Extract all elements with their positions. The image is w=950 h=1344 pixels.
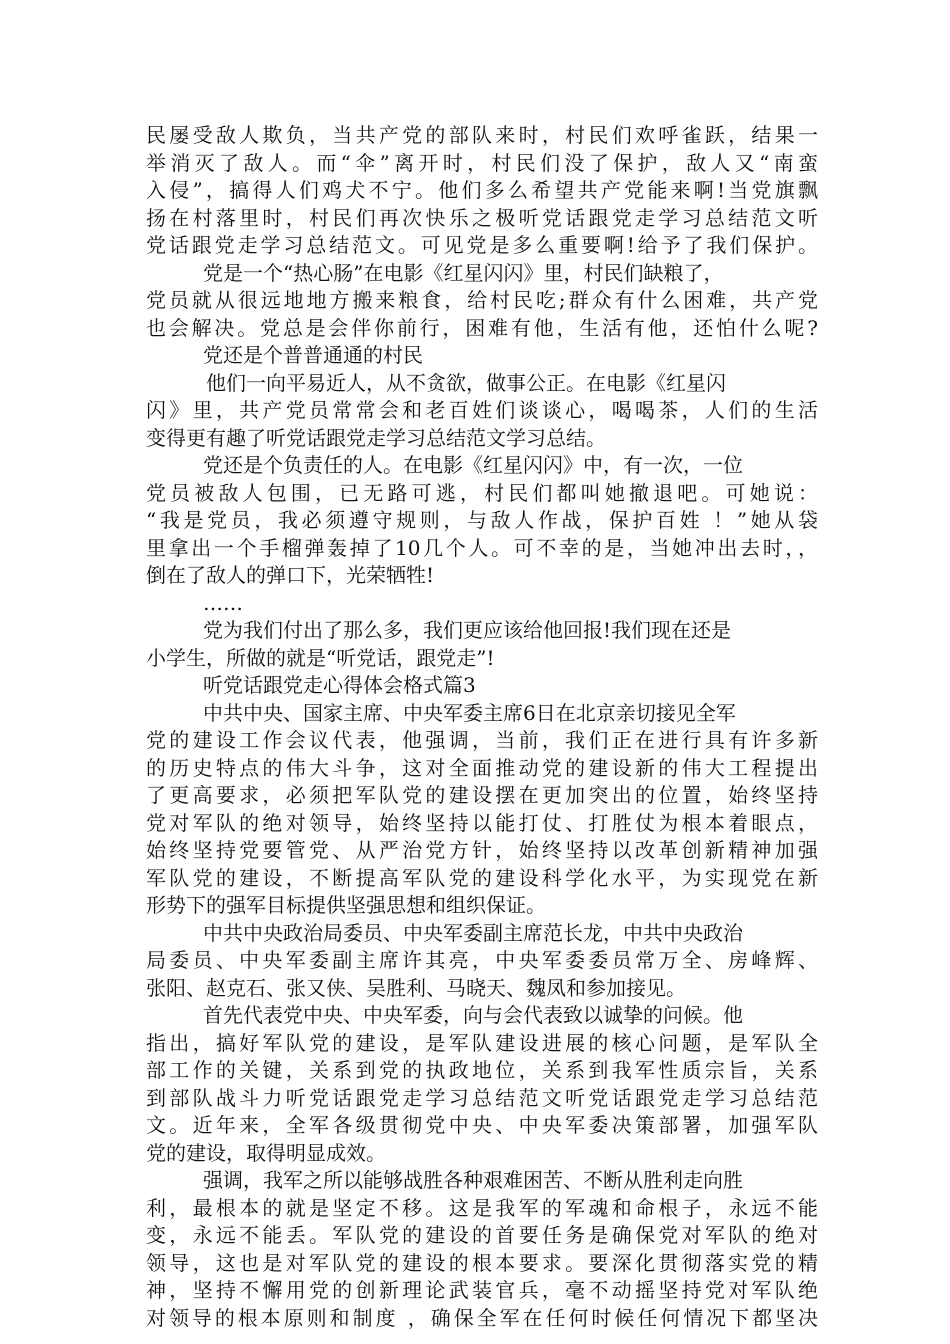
text-line: 神，坚持不懈用党的创新理论武装官兵，毫不动摇坚持党对军队绝 <box>146 1278 818 1302</box>
text-line: 首先代表党中央、中央军委，向与会代表致以诚挚的问候。他 <box>203 1003 743 1027</box>
text-line: “我是党员，我必须遵守规则，与敌人作战，保护百姓 ！”她从袋 <box>146 508 818 532</box>
text-line: 强调，我军之所以能够战胜各种艰难困苦、不断从胜利走向胜 <box>203 1168 743 1192</box>
text-line: 中共中央政治局委员、中央军委副主席范长龙，中共中央政治 <box>203 920 743 945</box>
text-line: 党对军队的绝对领导，始终坚持以能打仗、打胜仗为根本着眼点， <box>146 810 818 835</box>
text-line: 了更高要求，必须把军队党的建设摆在更加突出的位置，始终坚持 <box>146 783 818 807</box>
text-line: 指出，搞好军队党的建设，是军队建设进展的核心问题，是军队全 <box>146 1030 818 1055</box>
text-line: 变得更有趣了听党话跟党走学习总结范文学习总结。 <box>146 425 606 450</box>
text-line: 小学生，所做的就是“听党话，跟党走”! <box>146 645 495 670</box>
text-line: 听党话跟党走心得体会格式篇3 <box>203 673 476 697</box>
text-line: 党还是个普普通通的村民 <box>203 343 423 367</box>
text-line: 张阳、赵克石、张又侠、吴胜利、马晓天、魏凤和参加接见。 <box>146 975 686 1000</box>
text-line: 他们一向平易近人，从不贪欲，做事公正。在电影《红星闪 <box>206 370 726 395</box>
text-line: 入侵”，搞得人们鸡犬不宁。他们多么希望共产党能来啊!当党旗飘 <box>146 178 818 202</box>
text-line: 始终坚持党要管党、从严治党方针，始终坚持以改革创新精神加强 <box>146 838 818 862</box>
text-line: 党员被敌人包围，已无路可逃，村民们都叫她撤退吧。可她说： <box>146 480 818 505</box>
text-line: 形势下的强军目标提供坚强思想和组织保证。 <box>146 893 546 917</box>
text-line: 中共中央、国家主席、中央军委主席6日在北京亲切接见全军 <box>203 700 736 725</box>
text-line: 里拿出一个手榴弹轰掉了10几个人。可不幸的是，当她冲出去时，， <box>146 535 818 560</box>
text-line: 扬在村落里时，村民们再次快乐之极听党话跟党走学习总结范文听 <box>146 205 818 230</box>
text-line: 党是一个“热心肠”在电影《红星闪闪》里，村民们缺粮了， <box>203 260 724 285</box>
text-line: 闪》里，共产党员常常会和老百姓们谈谈心，喝喝茶，人们的生活 <box>146 398 818 422</box>
text-line: 的历史特点的伟大斗争，这对全面推动党的建设新的伟大工程提出 <box>146 755 818 780</box>
text-line: …… <box>203 590 243 615</box>
text-line: 文。近年来，全军各级贯彻党中央、中央军委决策部署，加强军队 <box>146 1113 818 1137</box>
text-line: 对领导的根本原则和制度 ，确保全军在任何时候任何情况下都坚决 <box>146 1305 818 1330</box>
text-line: 党还是个负责任的人。在电影《红星闪闪》中，有一次，一位 <box>203 453 743 477</box>
text-line: 党的建设，取得明显成效。 <box>146 1140 386 1165</box>
text-line: 领导，这也是对军队党的建设的根本要求。要深化贯彻落实党的精 <box>146 1250 818 1275</box>
text-line: 党为我们付出了那么多，我们更应该给他回报!我们现在还是 <box>203 618 732 642</box>
text-line: 到部队战斗力听党话跟党走学习总结范文听党话跟党走学习总结范 <box>146 1085 818 1110</box>
text-line: 民屡受敌人欺负，当共产党的部队来时，村民们欢呼雀跃，结果一 <box>146 123 818 147</box>
text-line: 部工作的关键，关系到党的执政地位，关系到我军性质宗旨，关系 <box>146 1058 818 1082</box>
text-line: 局委员、中央军委副主席许其亮，中央军委委员常万全、房峰辉、 <box>146 948 818 972</box>
text-line: 变，永远不能丢。军队党的建设的首要任务是确保党对军队的绝对 <box>146 1223 818 1247</box>
text-line: 党的建设工作会议代表，他强调，当前，我们正在进行具有许多新 <box>146 728 818 752</box>
text-line: 党员就从很远地地方搬来粮食，给村民吃;群众有什么困难，共产党 <box>146 288 818 312</box>
text-line: 举消灭了敌人。而“伞”离开时，村民们没了保护，敌人又“南蛮 <box>146 150 818 175</box>
text-line: 也会解决。党总是会伴你前行，困难有他，生活有他，还怕什么呢? <box>146 315 818 340</box>
document-body-text <box>146 122 818 1332</box>
text-line: 倒在了敌人的弹口下，光荣牺牲! <box>146 563 435 587</box>
text-line: 党话跟党走学习总结范文。可见党是多么重要啊!给予了我们保护。 <box>146 233 818 257</box>
text-line: 军队党的建设，不断提高军队党的建设科学化水平，为实现党在新 <box>146 865 818 890</box>
text-line: 利，最根本的就是坚定不移。这是我军的军魂和命根子，永远不能 <box>146 1195 818 1220</box>
